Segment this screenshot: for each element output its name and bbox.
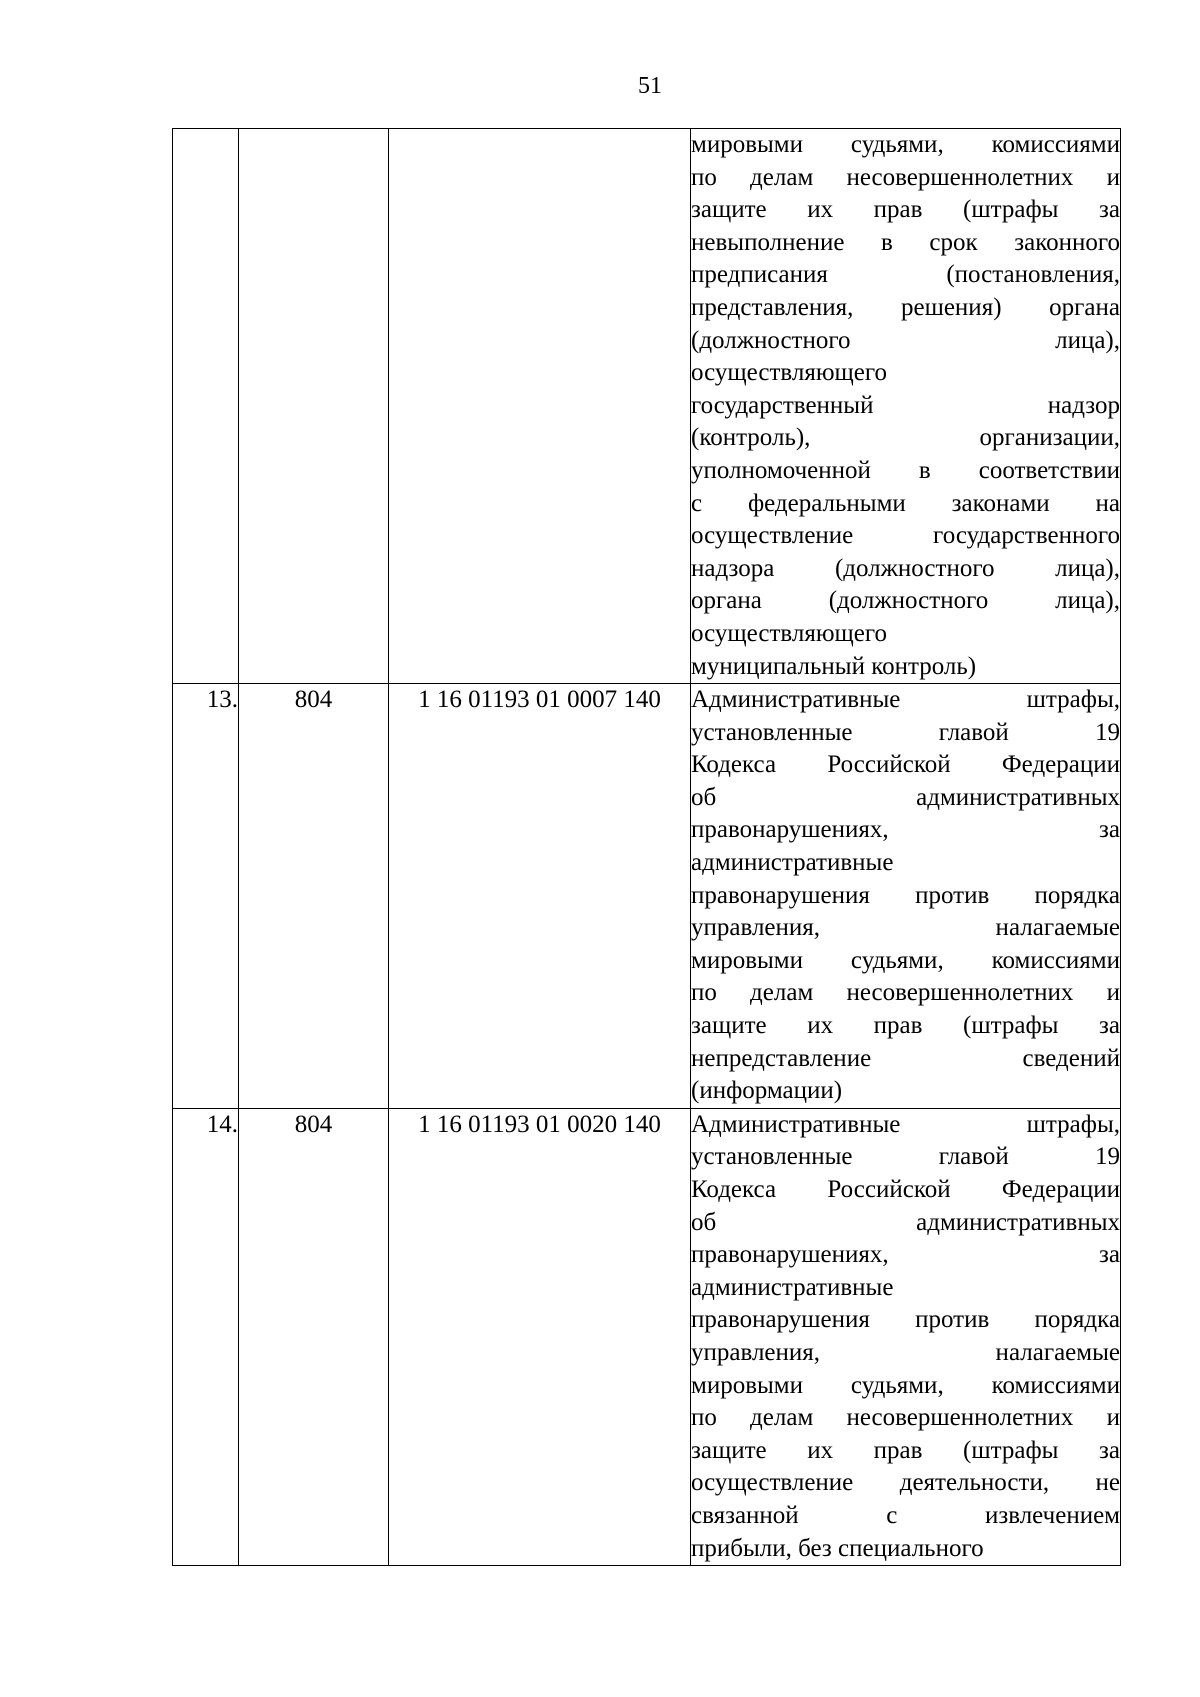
- description-line: защите их прав (штрафы за: [691, 196, 1120, 224]
- description-line: правонарушениях, за: [691, 1241, 1120, 1269]
- description-line: невыполнение в срок законного: [691, 228, 1120, 256]
- description-line: административные: [691, 849, 894, 877]
- description-line: по делам несовершеннолетних и: [691, 1404, 1120, 1432]
- description-cell: [691, 129, 1121, 684]
- description-line: правонарушения против порядка: [691, 1306, 1120, 1334]
- kbk-code-cell: 1 16 01193 01 0007 140: [389, 684, 691, 1109]
- row-number-cell: [173, 129, 239, 684]
- description-line: представления, решения) органа: [691, 293, 1120, 321]
- table-row: [173, 129, 1121, 684]
- budget-code-table: [172, 128, 1121, 1566]
- description-line: государственный надзор: [691, 391, 1120, 419]
- description-line: об административных: [691, 1208, 1120, 1236]
- description-line: с федеральными законами на: [691, 489, 1120, 517]
- description-line: Кодекса Российской Федерации: [691, 751, 1120, 779]
- description-line: установленные главой 19: [691, 718, 1120, 746]
- description-line: уполномоченной в соответствии: [691, 456, 1120, 484]
- table-row: [173, 684, 1121, 1109]
- description-line: Административные штрафы,: [691, 1110, 1120, 1138]
- description-line: непредставление сведений: [691, 1044, 1120, 1072]
- description-line: защите их прав (штрафы за: [691, 1012, 1120, 1040]
- admin-code-cell: 804: [239, 684, 389, 1109]
- description-line: мировыми судьями, комиссиями: [691, 946, 1120, 974]
- description-line: Административные штрафы,: [691, 686, 1120, 714]
- page-number: 51: [638, 73, 662, 99]
- description-line: правонарушениях, за: [691, 816, 1120, 844]
- description-line: осуществляющего: [691, 619, 887, 647]
- row-number-cell: 14.: [173, 1108, 239, 1565]
- description-line: предписания (постановления,: [691, 261, 1120, 289]
- description-line: муниципальный контроль): [691, 652, 977, 680]
- description-line: связанной с извлечением: [691, 1501, 1120, 1529]
- description-line: мировыми судьями, комиссиями: [691, 131, 1120, 158]
- description-line: осуществляющего: [691, 359, 887, 387]
- description-line: (контроль), организации,: [691, 424, 1120, 452]
- description-line: (информации): [691, 1077, 843, 1105]
- description-line: управления, налагаемые: [691, 1338, 1120, 1366]
- description-line: управления, налагаемые: [691, 914, 1120, 942]
- description-cell: [691, 684, 1121, 1109]
- description-line: прибыли, без специального: [691, 1534, 984, 1562]
- description-line: Кодекса Российской Федерации: [691, 1176, 1120, 1203]
- kbk-code-cell: 1 16 01193 01 0020 140: [389, 1108, 691, 1565]
- row-number-cell: 13.: [173, 684, 239, 1109]
- description-line: надзора (должностного лица),: [691, 554, 1120, 582]
- description-line: органа (должностного лица),: [691, 587, 1120, 615]
- description-line: установленные главой 19: [691, 1143, 1120, 1171]
- kbk-code-cell: [389, 129, 691, 684]
- description-cell: [691, 1108, 1121, 1565]
- description-line: правонарушения против порядка: [691, 881, 1120, 909]
- table-body: [173, 129, 1121, 1566]
- description-line: по делам несовершеннолетних и: [691, 163, 1120, 191]
- description-line: (должностного лица),: [691, 326, 1120, 354]
- description-line: об административных: [691, 783, 1120, 811]
- description-line: мировыми судьями, комиссиями: [691, 1371, 1120, 1399]
- table-row: [173, 1108, 1121, 1565]
- description-line: защите их прав (штрафы за: [691, 1436, 1120, 1464]
- description-line: по делам несовершеннолетних и: [691, 979, 1120, 1007]
- description-line: административные: [691, 1273, 894, 1301]
- description-line: осуществление деятельности, не: [691, 1469, 1120, 1497]
- admin-code-cell: 804: [239, 1108, 389, 1565]
- description-line: осуществление государственного: [691, 522, 1120, 550]
- admin-code-cell: [239, 129, 389, 684]
